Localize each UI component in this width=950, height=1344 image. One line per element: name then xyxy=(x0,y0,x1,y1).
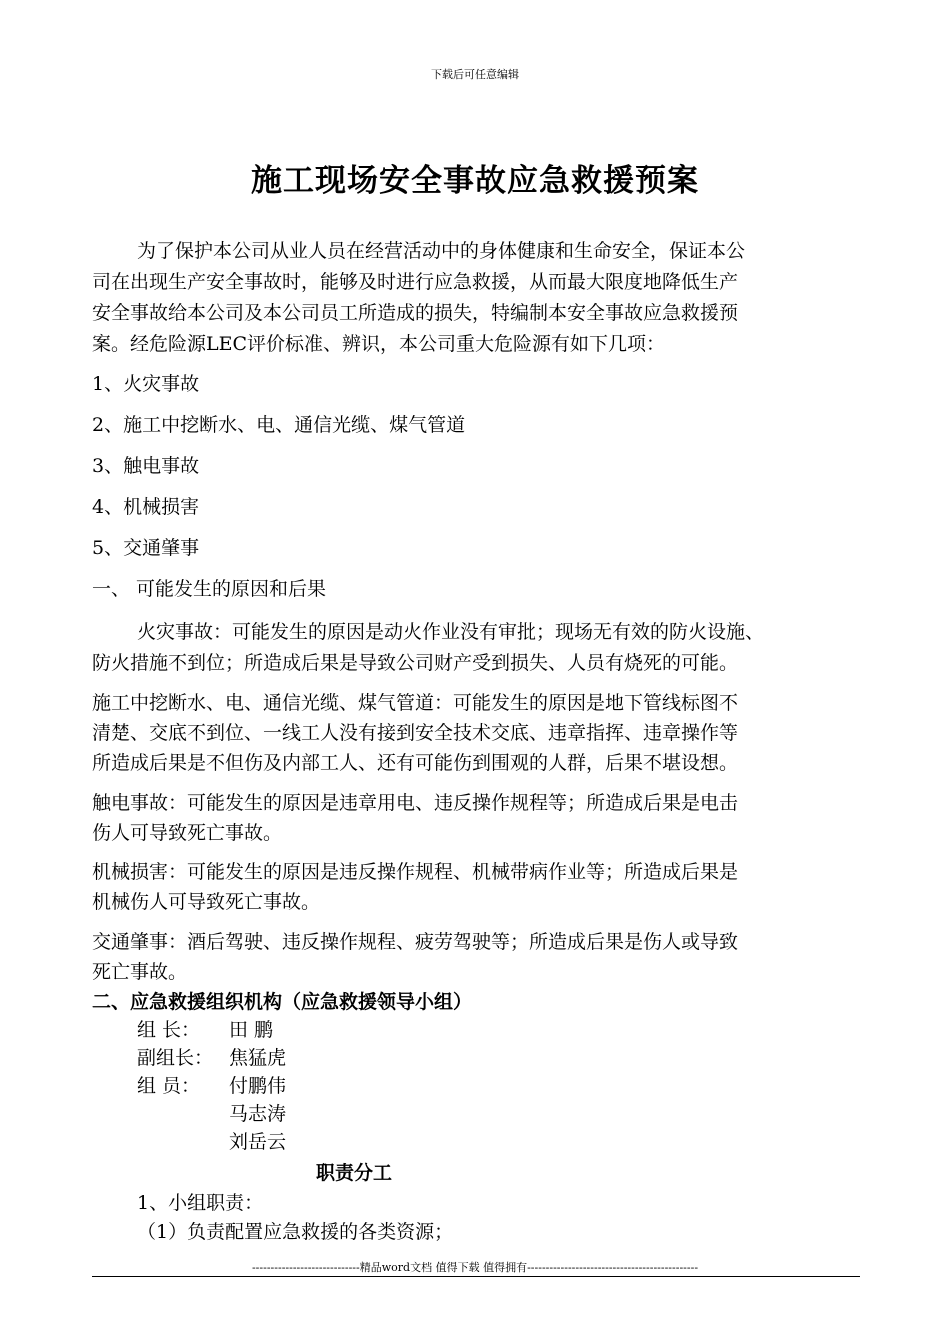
footer-note: -----------------------------精品word文档 值得下载 值得拥有---------------------------------------------- xyxy=(251,1261,699,1274)
org-deputy-label: 副组长： xyxy=(137,1047,214,1069)
org-member-name: 刘岳云 xyxy=(229,1131,287,1153)
cause-electric-line-2: 伤人可导致死亡事故。 xyxy=(92,822,283,844)
intro-line-2: 司在出现生产安全事故时，能够及时进行应急救援，从而最大限度地降低生产 xyxy=(92,271,739,293)
cause-dig-line-3: 所造成后果是不但伤及内部工人、还有可能伤到围观的人群，后果不堪设想。 xyxy=(92,752,739,774)
org-member-name: 马志涛 xyxy=(229,1103,287,1125)
org-leader-name: 田 鹏 xyxy=(229,1019,274,1041)
section-2-title: 二、应急救援组织机构（应急救援领导小组） xyxy=(92,991,473,1013)
header-note: 下载后可任意编辑 xyxy=(431,68,519,81)
cause-electric-line-1: 触电事故：可能发生的原因是违章用电、违反操作规程等；所造成后果是电击 xyxy=(92,792,739,814)
intro-line-4: 案。经危险源LEC评价标准、辨识，本公司重大危险源有如下几项： xyxy=(92,333,666,355)
duty-item: （1）负责配置应急救援的各类资源； xyxy=(137,1221,454,1243)
cause-traffic-line-2: 死亡事故。 xyxy=(92,961,188,983)
cause-traffic-line-1: 交通肇事：酒后驾驶、违反操作规程、疲劳驾驶等；所造成后果是伤人或导致 xyxy=(92,931,739,953)
duty-subtitle: 1、小组职责： xyxy=(137,1192,264,1214)
document-title: 施工现场安全事故应急救援预案 xyxy=(251,163,699,199)
section-1-title: 一、 可能发生的原因和后果 xyxy=(92,578,327,600)
cause-fire-line-2: 防火措施不到位；所造成后果是导致公司财产受到损失、人员有烧死的可能。 xyxy=(92,652,739,674)
hazard-item: 4、机械损害 xyxy=(92,496,200,518)
cause-machine-line-1: 机械损害：可能发生的原因是违反操作规程、机械带病作业等；所造成后果是 xyxy=(92,861,739,883)
org-deputy-name: 焦猛虎 xyxy=(229,1047,287,1069)
hazard-item: 5、交通肇事 xyxy=(92,537,200,559)
intro-line-1: 为了保护本公司从业人员在经营活动中的身体健康和生命安全，保证本公 xyxy=(137,240,746,262)
org-member-name: 付鹏伟 xyxy=(229,1075,287,1097)
hazard-item: 3、触电事故 xyxy=(92,455,200,477)
cause-fire-line-1: 火灾事故：可能发生的原因是动火作业没有审批；现场无有效的防火设施、 xyxy=(137,621,765,643)
duty-title: 职责分工 xyxy=(316,1162,393,1184)
cause-machine-line-2: 机械伤人可导致死亡事故。 xyxy=(92,891,321,913)
org-members-label: 组 员： xyxy=(137,1075,201,1097)
hazard-item: 1、火灾事故 xyxy=(92,373,200,395)
org-leader-label: 组 长： xyxy=(137,1019,201,1041)
hazard-item: 2、施工中挖断水、电、通信光缆、煤气管道 xyxy=(92,414,466,436)
intro-line-3: 安全事故给本公司及本公司员工所造成的损失，特编制本安全事故应急救援预 xyxy=(92,302,739,324)
cause-dig-line-2: 清楚、交底不到位、一线工人没有接到安全技术交底、违章指挥、违章操作等 xyxy=(92,722,739,744)
footer-divider xyxy=(92,1276,860,1277)
cause-dig-line-1: 施工中挖断水、电、通信光缆、煤气管道：可能发生的原因是地下管线标图不 xyxy=(92,692,739,714)
